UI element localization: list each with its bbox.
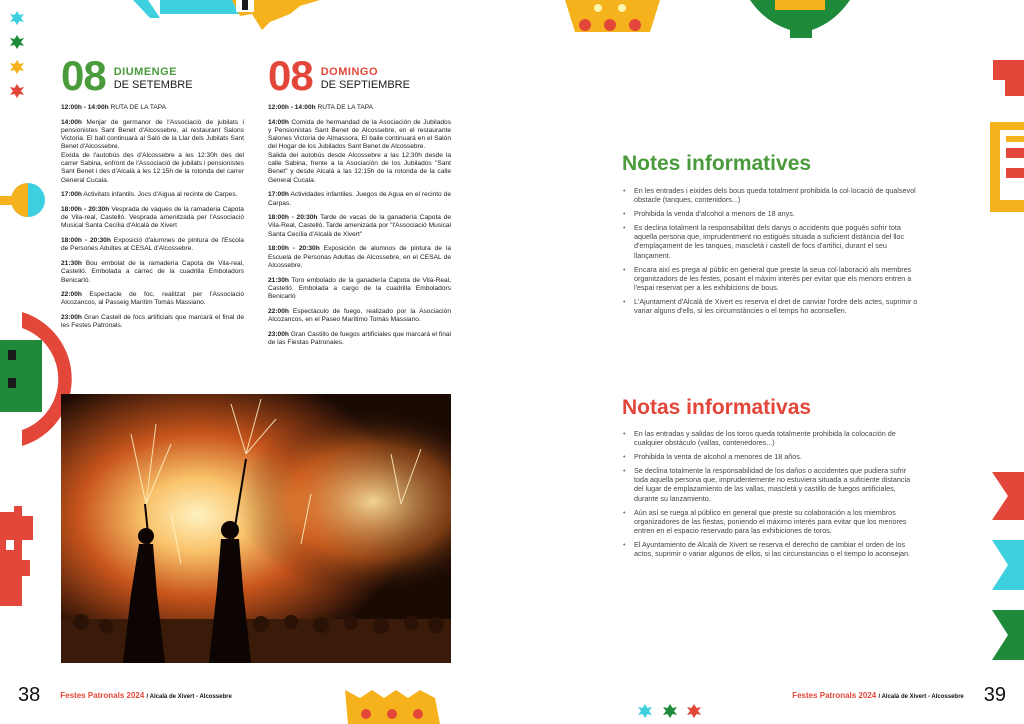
event: 23:00h Gran Castillo de fuegos artificiales que marcará el final de las Fiestas Patronales. [268,330,451,346]
star-icon [638,704,652,718]
list-item: • Prohibida la venta de alcohol a menores de 18 años. [622,452,918,461]
day-label [114,66,193,92]
star-icon [10,60,24,74]
event: 21:30h Bou embolat de la ramaderia Capota de Vila-real, Castelló. Embolada a càrrec de la cuadrilla Emboladors Benicarló. [61,259,244,284]
footer-left [18,684,232,707]
tower-shape [0,340,42,412]
event: 22:00h Espectacle de foc, realitzat per l'Associació Alcozancos, al Passeig Marítim Tomás Massiano. [61,291,245,307]
notes-title-spanish: Notas informativas [622,396,812,419]
notes-list-spanish [622,429,918,563]
event: 12:00h - 14:00h RUTA DE LA TAPA [268,104,374,111]
fire-devils-photo [61,394,451,663]
footer-right [792,684,1006,707]
event: 12:00h - 14:00h RUTA DE LA TAPA [61,104,167,111]
day-header-catalan [61,52,193,99]
footer-text: Festes Patronals 2024 / Alcalà de Xivert - Alcossebre [60,691,232,700]
list-item: • En les entrades i eixides dels bous queda totalment prohibida la col·locació de qualsevol obstacle (tanques, contenidors...) [622,186,918,204]
banner-shape [133,0,320,30]
list-item: • L'Ajuntament d'Alcalà de Xivert es reserva el dret de canviar l'ordre dels actes, suprimir o variar alguns d'ells, si les circumstàncies o el temps ho aconsellen. [622,297,918,315]
leaf-shape [750,0,850,38]
list-item: • Encara així es prega al públic en general que preste la seua col·laboració als membres organitzadors de les festes, posant el màxim interès per evitar que els menors entren a l'espai reservat per a les exhibicions de bous. [622,265,918,292]
list-item: • Aún así se ruega al público en general que preste su colaboración a los miembros organizadores de las fiestas, poniendo el máximo interés para evitar que los menores entren en el espacio reservado para las exhibiciones de toros. [622,508,918,535]
event: 14:00h Menjar de germanor de l'Associació de jubilats i pensionistes Sant Benet d'Alcossebre, al restaurant Salons Victoria. El ball continuarà al Saló de la Llar dels Jubilats Sant Benet d'Alcossebre. Eixida de l'autobús des d'Alcossebre a les 12:30h des del carrer Sabina, enfront de l'Associació de jubilats i pensionistes Sant Benet i des d'Alcalà a les 12:15h de la rotonda del carrer General Cucala. [61,118,244,184]
event: 21:30h Toro embolado de la ganadería Capota de Vila-Real, Castelló. Embolada a cargo de la cuadrilla Emboladors Benicarló [268,276,451,301]
lollipop-shape [0,183,45,217]
list-item: • Se declina totalmente la responsabilidad de los daños o accidentes que pudiera sufrir toda aquella persona que, imprudentemente no estuviera situada a suficiente distancia del lugar de emplazamiento de las vallas, mascletà y castillo de fuegos artificiales, durante su lanzamiento. [622,466,918,502]
event: 22:00h Espectáculo de fuego, realizado por la Asociación Alcozancos, en el Paseo Marítimo Tomás Massiano. [268,307,451,324]
day-header-spanish [268,52,410,99]
star-icon [10,35,24,49]
trumpet-shape [990,60,1024,212]
day-number: 08 [268,52,313,99]
page-number: 39 [983,684,1006,706]
crown-shape [565,0,660,32]
list-item: • En las entradas y salidas de los toros queda totalmente prohibida la colocación de cualquier obstáculo (vallas, contenedores...) [622,429,918,447]
event: 17:00h Activitats infantils. Jocs d'Aigua al recinte de Carpes. [61,191,238,199]
page-number: 38 [18,684,41,706]
event: 18:00h - 20:30h Tarde de vacas de la ganadería Capota de Vila-Real, Castelló. Tarde amenizada por "l'Associació Musical Santa Cecília d'Alcalà de Xivert" [268,214,452,238]
star-icon [663,704,677,718]
day-number: 08 [61,52,106,99]
month: DE SETEMBRE [113,79,193,91]
weekday: DOMINGO [320,66,378,78]
photo-illustration [61,394,451,663]
list-item: • Es declina totalment la responsabilitat dels danys o accidents que pogués sofrir tota aquella persona que, imprudentment no estiguès situada a suficient distància del lloc d'emplaçament de les tanques, mascletà i castell de focs d'artifici, durant el seu llançament. [622,223,918,259]
notes-list-catalan [622,186,918,320]
crown-shape [345,690,440,724]
star-icon [687,704,701,718]
event: 23:00h Gran Castell de focs artificials que marcarà el final de les Festes Patronals. [61,314,244,330]
list-item: • Prohibida la venda d'alcohol a menors de 18 anys. [622,209,918,218]
list-item: • El Ayuntamiento de Alcalà de Xivert se reserva el derecho de cambiar el orden de los actos, suprimir o variar algunos de ellos, si las circunstancias o el tiempo lo aconsejan. [622,540,918,558]
day-label [321,66,410,92]
schedule-spanish [268,104,451,354]
event: 18:00h - 20:30h Vesprada de vaques de la ramaderia Capota de Vila-real, Castelló. Vesprada amenitzada per l'Associació Musical Santa Cecília d'Alcalà de Xivert [61,205,244,230]
star-icon [10,11,24,25]
event: 18:00h - 20:30h Exposición de alumnos de pintura de la Escuela de Personas Adultas de Alcossebre, en el CESAL de Alcossebre. [268,245,451,269]
month: DE SEPTIEMBRE [320,79,410,91]
footer-text: Festes Patronals 2024 / Alcalà de Xivert - Alcossebre [792,691,964,700]
event: 14:00h Comida de hermandad de la Asociación de Jubilados y Pensionistas Sant Benet de Alcossebre, en el restaurante Salones Victoria de Almassora. El baile continuará en el Salón del Hogar de los Jubilados Sant Benet de Alcossebre. Salida del autobús desde Alcossebre a las 12:30h desde la calle Sabina, frente a la Asociación de los Jubilados "Sant Benet" y desde Alcalá a las 12:15h de la rotonda de la calle General Cucala. [268,118,451,184]
castle-shape [0,506,33,606]
star-icon [10,84,24,98]
notes-title-catalan: Notes informatives [622,152,812,175]
event: 18:00h - 20:30h Exposició d'alumnes de pintura de l'Escola de Persones Adultes at CESAL d'Alcossebre. [61,237,244,253]
schedule-catalan [61,104,244,337]
flag-shape [992,472,1024,660]
weekday: DIUMENGE [113,66,177,78]
event: 17:00h Actividades infantiles. Juegos de Agua en el recinto de Carpas. [268,191,451,207]
